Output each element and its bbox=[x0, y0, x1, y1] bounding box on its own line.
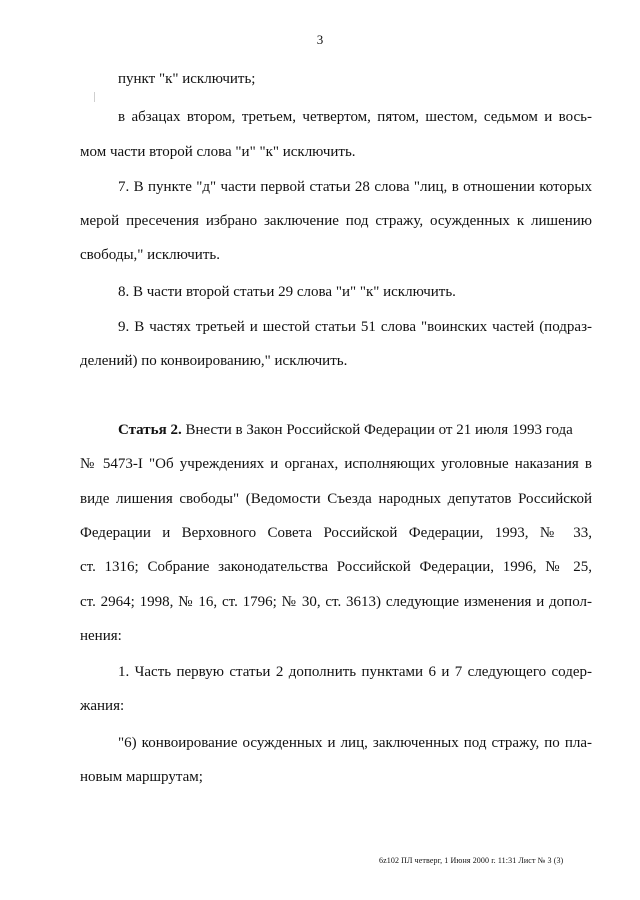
text-line-18: жания: bbox=[80, 698, 125, 714]
text-line-13: Федерации и Верховного Совета Российской Федерации, 1993, № 33, bbox=[80, 525, 592, 541]
text-line-4: 7. В пункте "д" части первой статьи 28 слова "лиц, в отношении которых bbox=[118, 179, 592, 195]
page-number: 3 bbox=[316, 32, 324, 47]
text-line-7: 8. В части второй статьи 29 слова "и" "к" исключить. bbox=[118, 284, 456, 300]
text-line-8: 9. В частях третьей и шестой статьи 51 слова "воинских частей (подраз- bbox=[118, 319, 592, 335]
article-heading: Статья 2. bbox=[118, 422, 182, 438]
text-line-16: нения: bbox=[80, 628, 122, 644]
article-2-first-line bbox=[118, 421, 592, 439]
text-line-12: виде лишения свободы" (Ведомости Съезда народных депутатов Российской bbox=[80, 491, 592, 507]
text-line-9: делений) по конвоированию," исключить. bbox=[80, 353, 348, 369]
text-line-3: мом части второй слова "и" "к" исключить. bbox=[80, 144, 356, 160]
text-line-19: "6) конвоирование осужденных и лиц, заключенных под стражу, по пла- bbox=[118, 735, 592, 751]
text-line-14: ст. 1316; Собрание законодательства Российской Федерации, 1996, № 25, bbox=[80, 559, 592, 575]
text-line-1: пункт "к" исключить; bbox=[118, 71, 256, 87]
article-heading-rest: Внести в Закон Российской Федерации от 21 июля 1993 года bbox=[181, 422, 573, 438]
text-line-20: новым маршрутам; bbox=[80, 769, 203, 785]
text-line-6: свободы," исключить. bbox=[80, 247, 220, 263]
text-line-17: 1. Часть первую статьи 2 дополнить пунктами 6 и 7 следующего содер- bbox=[118, 664, 592, 680]
margin-mark bbox=[94, 92, 95, 102]
text-line-5: мерой пресечения избрано заключение под стражу, осужденных к лишению bbox=[80, 213, 592, 229]
page-footer: 6z102 ПЛ четверг, 1 Июня 2000 г. 11:31 Лист № 3 (3) bbox=[379, 856, 564, 865]
text-line-15: ст. 2964; 1998, № 16, ст. 1796; № 30, ст. 3613) следующие изменения и допол- bbox=[80, 594, 592, 610]
text-line-2: в абзацах втором, третьем, четвертом, пятом, шестом, седьмом и вось- bbox=[118, 109, 592, 125]
text-line-11: № 5473-I "Об учреждениях и органах, исполняющих уголовные наказания в bbox=[80, 456, 592, 472]
